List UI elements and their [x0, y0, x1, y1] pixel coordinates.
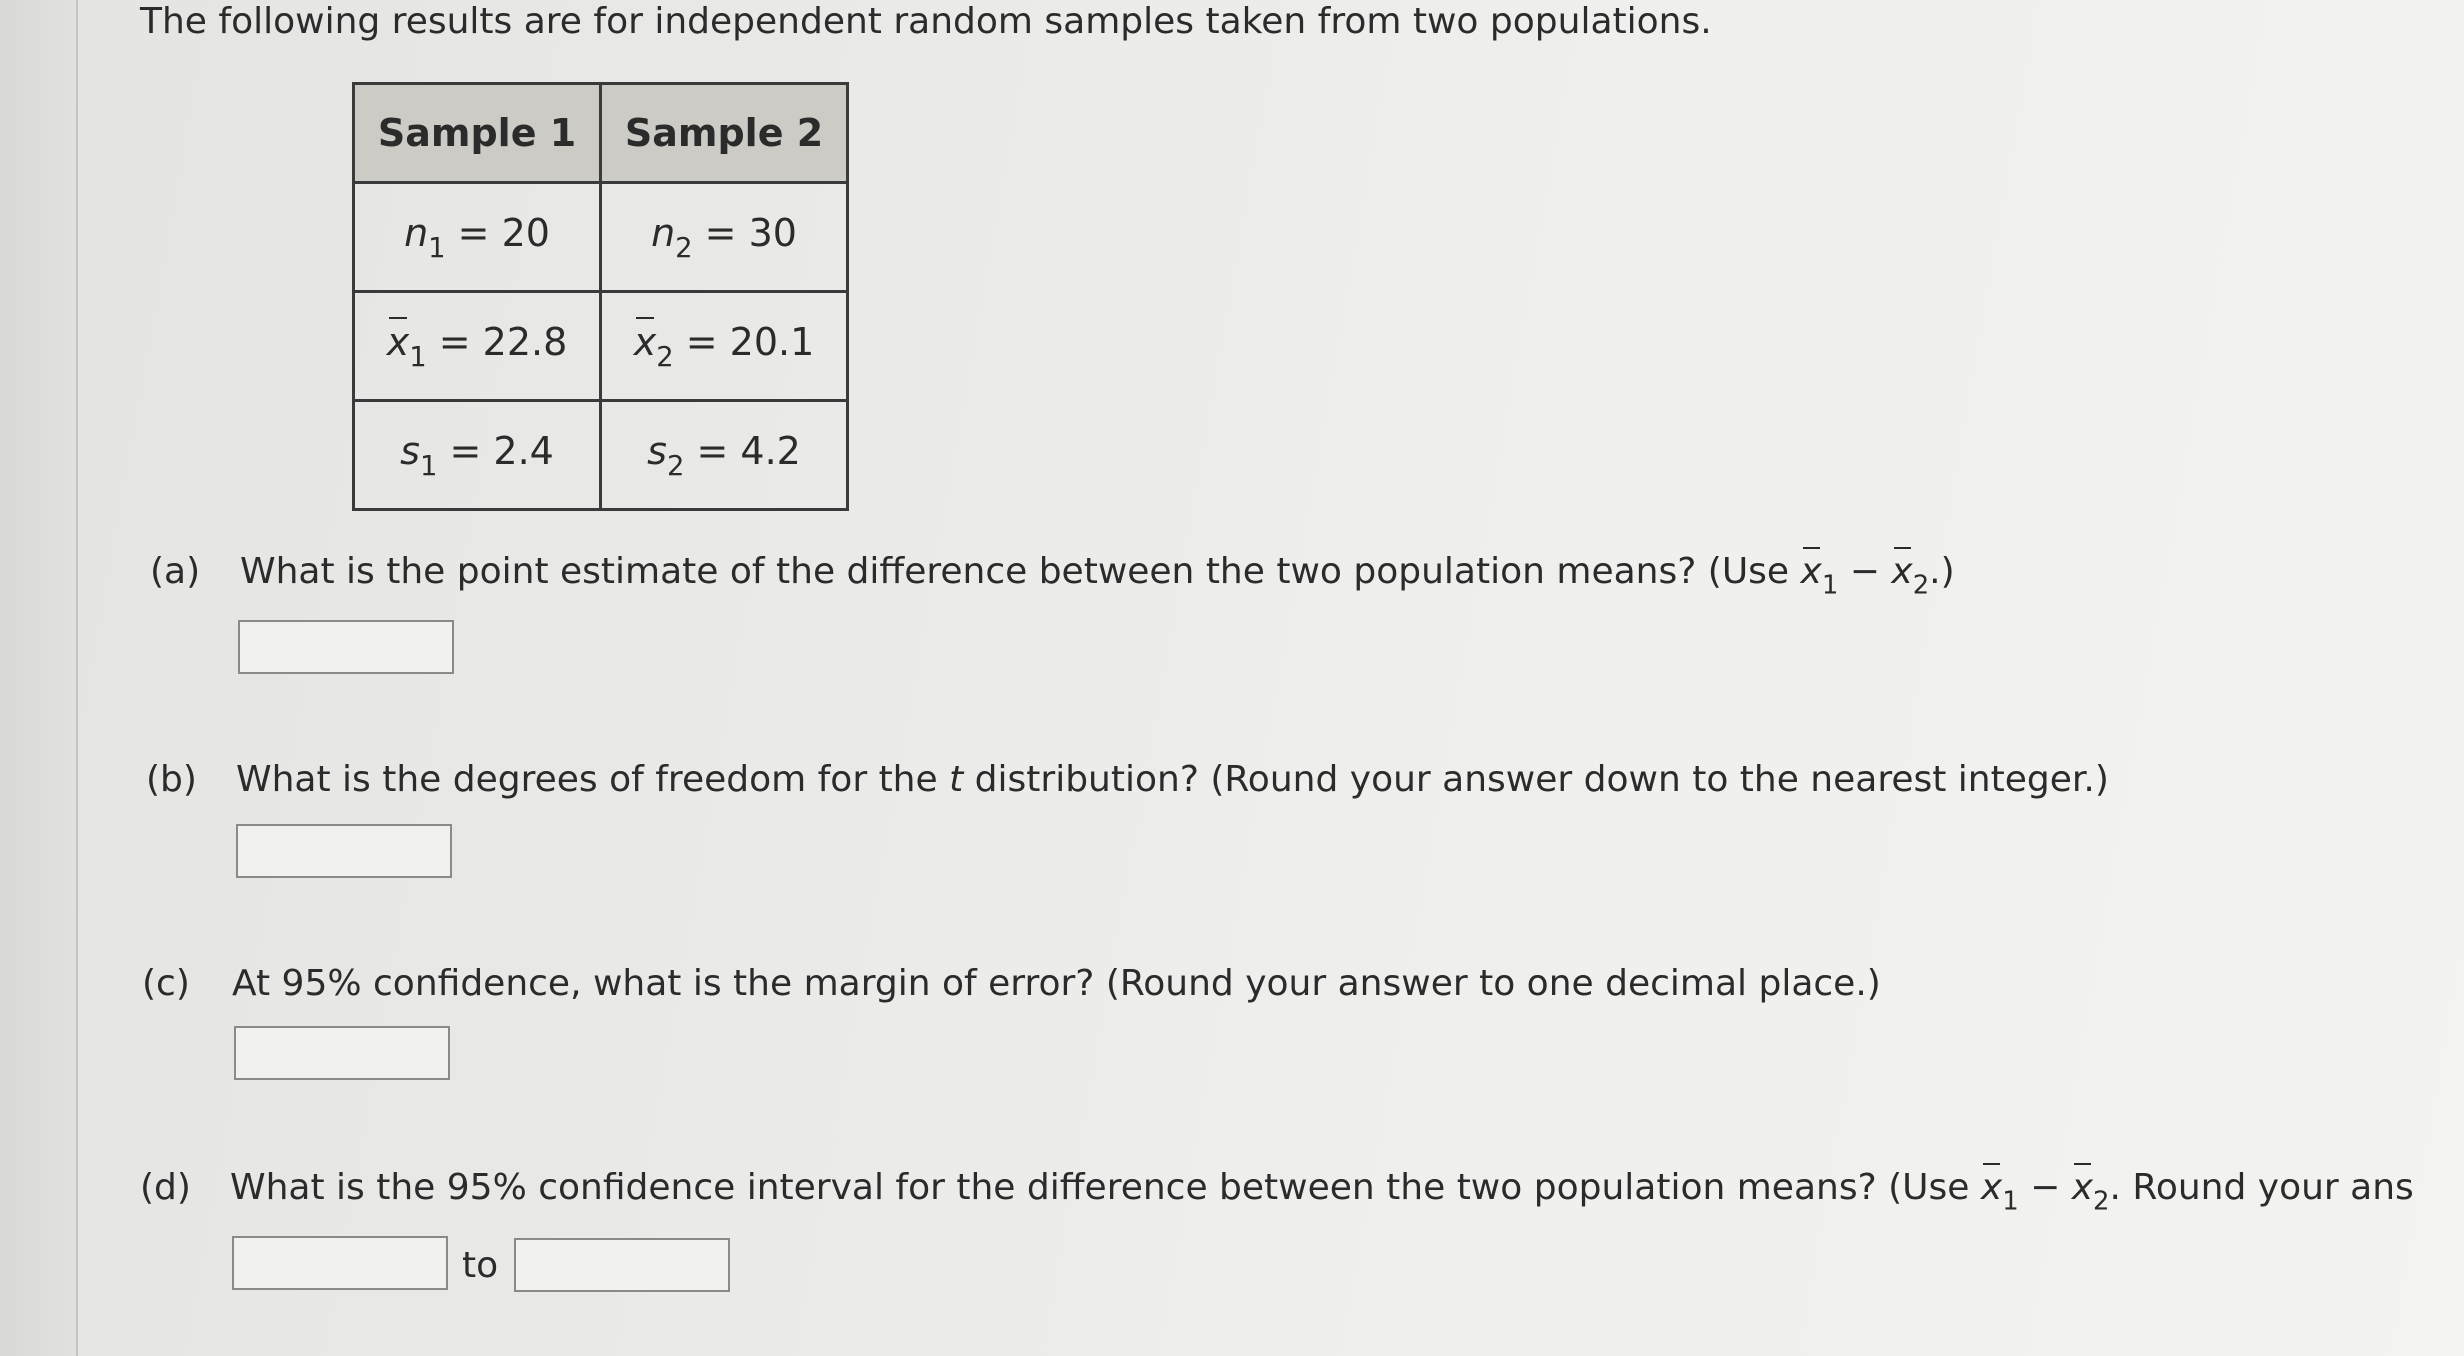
- table-header-sample-2: Sample 2: [601, 84, 848, 183]
- question-a-tail: .): [1929, 551, 1955, 592]
- cell-formula: $x_2 = 20.1$: [633, 319, 815, 373]
- cell-formula: $s_2 = 4.2$: [647, 428, 801, 482]
- table-header-row: [354, 84, 848, 183]
- question-d-formula: $x_1 - x_2$: [1980, 1167, 2110, 1217]
- table-body: [354, 183, 848, 510]
- question-a: [150, 550, 1955, 607]
- cell-value: 20: [501, 210, 550, 255]
- question-b-text-pre: What is the degrees of freedom for the: [236, 759, 950, 800]
- question-b-letter: (b): [146, 759, 197, 800]
- question-c-text: At 95% confidence, what is the margin of error? (Round your answer to one decimal place.): [232, 963, 1881, 1004]
- question-d-text: What is the 95% confidence interval for the difference between the two population means? (Use: [230, 1167, 1981, 1208]
- question-c: [142, 962, 1881, 1006]
- table-cell: [354, 401, 601, 510]
- question-d-tail: . Round your ans: [2109, 1167, 2414, 1208]
- cell-value: 20.1: [729, 319, 815, 364]
- question-d: [140, 1166, 2414, 1223]
- problem-intro: The following results are for independent random samples taken from two populations.: [140, 1, 1712, 42]
- question-b: [146, 758, 2109, 802]
- cell-formula: $n_1 = 20$: [404, 210, 550, 264]
- question-a-formula: $x_1 - x_2$: [1800, 551, 1930, 601]
- cell-formula: $n_2 = 30$: [651, 210, 797, 264]
- answer-b-input[interactable]: [236, 824, 452, 878]
- table-row: [354, 292, 848, 401]
- to-label: to: [462, 1245, 499, 1286]
- cell-formula: $x_1 = 22.8$: [386, 319, 568, 373]
- question-a-letter: (a): [150, 551, 201, 592]
- table-row: [354, 401, 848, 510]
- cell-value: 4.2: [740, 428, 801, 473]
- table-cell: [354, 292, 601, 401]
- cell-value: 22.8: [482, 319, 568, 364]
- table-cell: [601, 292, 848, 401]
- page-edge: [0, 0, 78, 1356]
- table-cell: [601, 401, 848, 510]
- answer-a-input[interactable]: [238, 620, 454, 674]
- table-cell: [601, 183, 848, 292]
- answer-d-upper-input[interactable]: [514, 1238, 730, 1292]
- question-d-letter: (d): [140, 1167, 191, 1208]
- cell-value: 2.4: [493, 428, 554, 473]
- answer-c-input[interactable]: [234, 1026, 450, 1080]
- table-cell: [354, 183, 601, 292]
- table-header-sample-1: Sample 1: [354, 84, 601, 183]
- answer-d-lower-input[interactable]: [232, 1236, 448, 1290]
- question-b-text-post: distribution? (Round your answer down to the nearest integer.): [963, 759, 2109, 800]
- question-c-letter: (c): [142, 963, 190, 1004]
- question-a-text: What is the point estimate of the difference between the two population means? (Use: [240, 551, 1801, 592]
- cell-value: 30: [748, 210, 797, 255]
- table-row: [354, 183, 848, 292]
- cell-formula: $s_1 = 2.4$: [400, 428, 554, 482]
- question-b-t-symbol: t: [949, 759, 964, 800]
- samples-table: [352, 82, 849, 511]
